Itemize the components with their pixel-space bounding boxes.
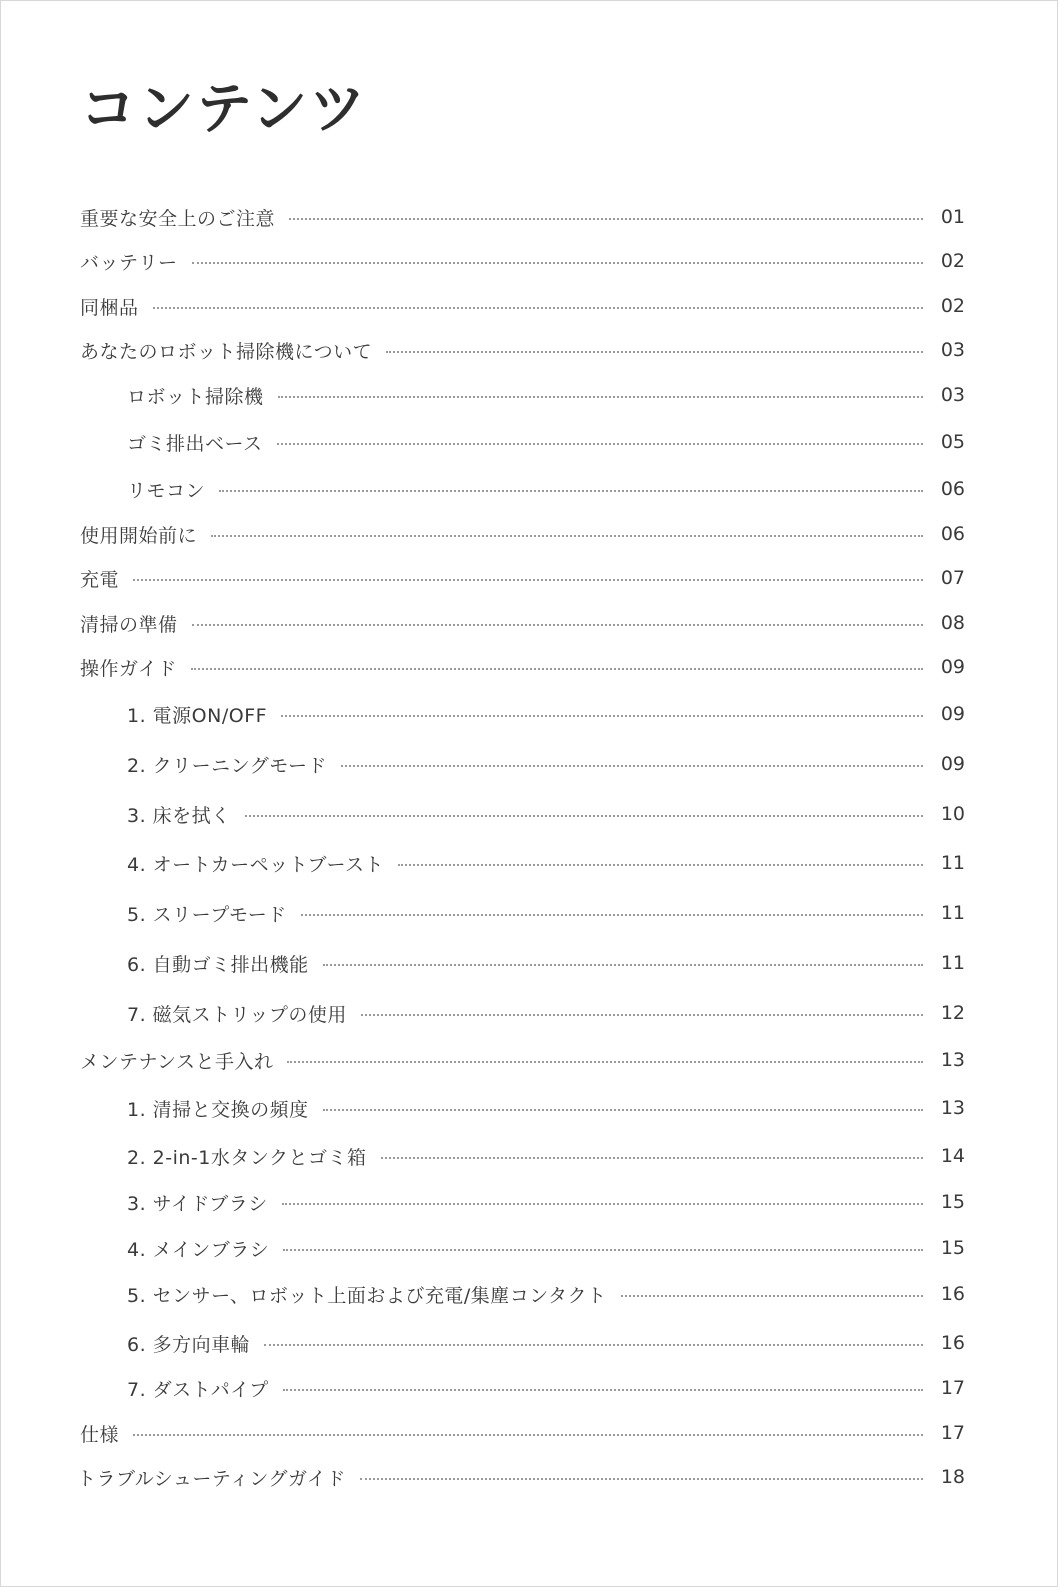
toc-entry-label: ロボット掃除機 [127, 385, 264, 408]
toc-entry-label: メンテナンスと手入れ [80, 1050, 274, 1073]
toc-entry[interactable] [127, 1093, 965, 1123]
toc-entry-label: 仕様 [80, 1423, 120, 1446]
toc-entry[interactable] [127, 1328, 965, 1358]
dot-leader [398, 864, 923, 866]
toc-entry[interactable] [80, 563, 965, 593]
toc-entry-label: トラブルシューティングガイド [77, 1467, 346, 1490]
toc-entry[interactable] [127, 799, 965, 829]
toc-entry-label: バッテリー [80, 251, 178, 274]
toc-entry-label: 1. 清掃と交換の頻度 [127, 1098, 309, 1121]
toc-entry-label: 充電 [80, 568, 120, 591]
dot-leader [281, 715, 923, 717]
dot-leader [133, 579, 923, 581]
toc-entry-page: 08 [940, 612, 965, 634]
toc-entry-page: 18 [940, 1466, 965, 1488]
dot-leader [341, 765, 923, 767]
dot-leader [301, 914, 923, 916]
toc-entry-page: 12 [940, 1002, 965, 1024]
toc-entry-label: リモコン [127, 479, 206, 502]
toc-entry[interactable] [127, 848, 965, 878]
dot-leader [283, 1249, 923, 1251]
toc-entry-page: 09 [940, 753, 965, 775]
dot-leader [153, 307, 923, 309]
dot-leader [277, 443, 923, 445]
toc-entry[interactable] [77, 1462, 965, 1492]
toc-entry-label: 6. 多方向車輪 [127, 1333, 251, 1356]
toc-entry-label: 2. 2-in-1水タンクとゴミ箱 [127, 1146, 367, 1169]
toc-entry[interactable] [127, 1373, 965, 1403]
toc-entry[interactable] [127, 1233, 965, 1263]
toc-entry-label: 4. メインブラシ [127, 1238, 270, 1261]
toc-entry[interactable] [127, 380, 965, 410]
dot-leader [278, 396, 923, 398]
toc-entry-label: 同梱品 [80, 296, 139, 319]
toc-entry-label: 4. オートカーペットブースト [127, 853, 385, 876]
dot-leader [211, 535, 923, 537]
toc-entry[interactable] [127, 948, 965, 978]
toc-entry-page: 10 [940, 803, 965, 825]
toc-entry-label: 操作ガイド [80, 657, 177, 680]
dot-leader [245, 815, 923, 817]
toc-entry-label: 2. クリーニングモード [127, 754, 328, 777]
page-title: コンテンツ [80, 77, 368, 142]
toc-entry-page: 03 [940, 339, 965, 361]
toc-entry-page: 06 [940, 478, 965, 500]
toc-entry-page: 15 [940, 1191, 965, 1213]
toc-entry-label: 7. ダストパイプ [127, 1378, 269, 1401]
toc-entry-page: 09 [940, 703, 965, 725]
toc-entry[interactable] [127, 427, 965, 457]
toc-entry[interactable] [80, 246, 965, 276]
toc-entry[interactable] [80, 291, 965, 321]
dot-leader [192, 262, 923, 264]
toc-entry[interactable] [127, 1187, 965, 1217]
dot-leader [219, 490, 923, 492]
dot-leader [361, 1014, 923, 1016]
toc-entry[interactable] [80, 652, 965, 682]
toc-entry-page: 17 [940, 1377, 965, 1399]
toc-entry[interactable] [80, 519, 965, 549]
toc-entry[interactable] [80, 202, 965, 232]
dot-leader [323, 964, 923, 966]
toc-entry-page: 15 [940, 1237, 965, 1259]
toc-entry-label: 5. スリープモード [127, 903, 287, 926]
toc-entry-page: 01 [940, 206, 965, 228]
toc-entry-label: 1. 電源ON/OFF [127, 704, 268, 727]
toc-entry-label: ゴミ排出ベース [127, 432, 263, 455]
toc-entry-page: 17 [940, 1422, 965, 1444]
toc-entry-label: 清掃の準備 [80, 613, 178, 636]
toc-entry-page: 05 [940, 431, 965, 453]
toc-entry-page: 13 [940, 1097, 965, 1119]
toc-entry-page: 13 [940, 1049, 965, 1071]
toc-entry[interactable] [127, 699, 965, 729]
toc-entry[interactable] [80, 1418, 965, 1448]
toc-entry-page: 03 [940, 384, 965, 406]
toc-entry-label: 使用開始前に [80, 524, 198, 547]
toc-entry-page: 16 [940, 1283, 965, 1305]
toc-entry-page: 06 [940, 523, 965, 545]
dot-leader [282, 1203, 923, 1205]
dot-leader [283, 1389, 923, 1391]
dot-leader [133, 1434, 923, 1436]
toc-entry-page: 02 [940, 250, 965, 272]
dot-leader [386, 351, 923, 353]
toc-entry-label: 6. 自動ゴミ排出機能 [127, 953, 309, 976]
toc-entry-page: 11 [940, 852, 965, 874]
dot-leader [323, 1109, 923, 1111]
dot-leader [264, 1344, 923, 1346]
toc-entry-label: あなたのロボット掃除機について [80, 340, 373, 363]
toc-entry-page: 16 [940, 1332, 965, 1354]
toc-entry[interactable] [127, 1279, 965, 1309]
toc-entry[interactable] [127, 1141, 965, 1171]
dot-leader [289, 218, 923, 220]
toc-entry[interactable] [127, 998, 965, 1028]
toc-entry-label: 3. サイドブラシ [127, 1192, 268, 1215]
toc-entry-page: 07 [940, 567, 965, 589]
toc-entry[interactable] [127, 749, 965, 779]
toc-entry-page: 02 [940, 295, 965, 317]
toc-entry-label: 3. 床を拭く [127, 804, 231, 827]
toc-entry[interactable] [127, 898, 965, 928]
toc-entry[interactable] [80, 608, 965, 638]
toc-entry[interactable] [80, 335, 965, 365]
dot-leader [360, 1478, 923, 1480]
toc-entry-page: 09 [940, 656, 965, 678]
toc-entry-page: 11 [940, 902, 965, 924]
toc-entry-page: 14 [940, 1145, 965, 1167]
toc-entry-page: 11 [940, 952, 965, 974]
dot-leader [287, 1061, 923, 1063]
dot-leader [381, 1157, 924, 1159]
dot-leader [192, 624, 923, 626]
toc-entry[interactable] [80, 1045, 965, 1075]
toc-entry-label: 重要な安全上のご注意 [80, 207, 276, 230]
dot-leader [621, 1295, 923, 1297]
toc-entry-label: 7. 磁気ストリップの使用 [127, 1003, 347, 1026]
toc-entry-label: 5. センサー、ロボット上面および充電/集塵コンタクト [127, 1284, 607, 1307]
dot-leader [191, 668, 923, 670]
toc-entry[interactable] [127, 474, 965, 504]
